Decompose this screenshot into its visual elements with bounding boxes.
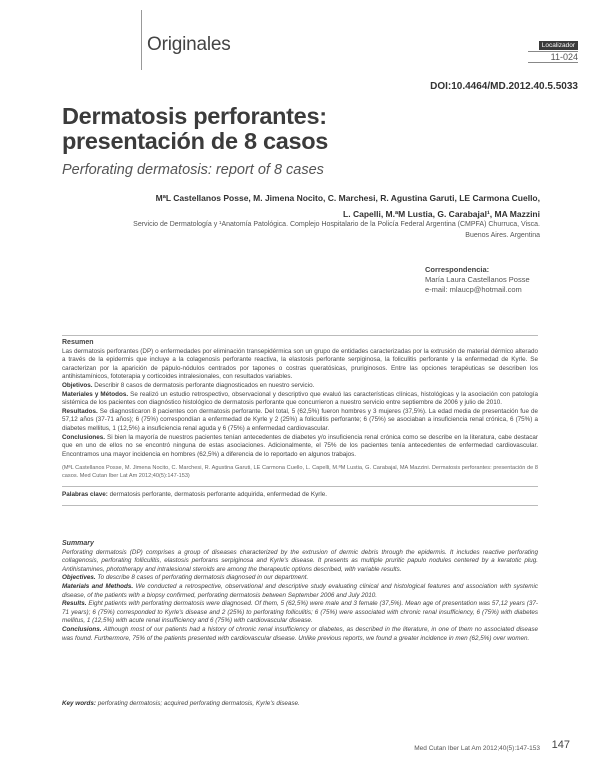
resumen-methods: Materiales y Métodos. Se realizó un estudio retrospectivo, observacional y descriptivo que evaluó las características clínicas, histológicas y la asociación con patología sistémica de los pacientes con diagnóstico histológico de dermatosis perforante que concurrieron a nuestro servicio entre septiembre de 2006 y julio de 2010. [62, 390, 538, 407]
correspondence [425, 265, 530, 295]
title-line-2: presentación de 8 casos [62, 128, 329, 154]
affiliation-line-2: Buenos Aires. Argentina [465, 232, 540, 239]
affiliation-line-1: Servicio de Dermatología y ¹Anatomía Patológica. Complejo Hospitalario de la Policía Federal Argentina (CMPFA) Churruca, Visca. [133, 221, 540, 228]
summary-objectives: Objectives. To describe 8 cases of perforating dermatosis diagnosed in our department. [62, 574, 309, 582]
resumen-keywords: Palabras clave: dermatosis perforante, dermatosis perforante adquirida, enfermedad de Kyrle. [62, 491, 327, 498]
summary-intro: Perforating dermatosis (DP) comprises a group of diseases characterized by the extrusion of dermic debris through the epidermis. It includes reactive perforating collagenosis, perforating folliculitis, elastosis perforans serpiginosa and Kyrle's disease. It presents as multiple pruritic papulo nodules centered by a keratotic plug. Antihistamines, phototherapy and intralesional steroids are among the therapeutic options described, with variable results. [62, 548, 538, 573]
divider-summary [62, 505, 538, 506]
correspondence-email[interactable]: e-mail: mlaucp@hotmail.com [425, 285, 522, 294]
summary-heading: Summary [62, 540, 94, 547]
page-number: 147 [551, 739, 570, 751]
doi: DOI:10.4464/MD.2012.40.5.5033 [430, 81, 578, 92]
author-list [100, 190, 540, 222]
correspondence-label: Correspondencia: [425, 265, 490, 274]
article-title [62, 104, 462, 154]
summary-conclusions: Conclusions. Although most of our patients had a history of chronic renal insufficiency or diabetes, as described in the literature, in one of them no associated disease was found. Furthermore, 75% of the patients presented with cardiovascular disease. Unlike previous reports, we found a greater incidence in men (62,5%) over women. [62, 625, 538, 642]
header-divider [141, 10, 142, 70]
summary-methods: Materials and Methods. We conducted a retrospective, observational and descriptive study evaluating clinical and histological features and association with systemic disease, of the patients with a biopsy confirmed, perforating dermatosis between September 2006 and July 2010. [62, 582, 538, 599]
divider-keywords [62, 486, 538, 487]
article-title-english: Perforating dermatosis: report of 8 cases [62, 162, 324, 178]
summary-keywords: Key words: perforating dermatosis; acquired perforating dermatosis, Kyrle's disease. [62, 700, 300, 707]
summary-results: Results. Eight patients with perforating dermatosis were diagnosed. Of them, 5 (62,5%) were male and 3 female (37,5%). Mean age of presentation was 57,12 years (37-71 years); 6 (75%) corresponded to Kyrle's disease and 2 (25%) to perforating folliculitis; 6 (75%) were associated with chronic renal insufficiency, 6 (75%) with diabetes mellitus, 1 (12,5%) with acute renal insufficiency and 6 (75%) with cardiovascular disease. [62, 600, 538, 625]
correspondence-name: María Laura Castellanos Posse [425, 275, 530, 284]
resumen-conclusions: Conclusiones. Si bien la mayoría de nuestros pacientes tenían antecedentes de diabetes y/o insuficiencia renal crónica como se describe en la literatura, cabe destacar que en uno de ellos no se encontró ninguna de estas asociaciones. Adicionalmente, el 75% de los pacientes tenía antecedentes de enfermedad cardiovascular. Encontramos una mayor incidencia en hombres (62,5%) a diferencia de lo reportado en algunos trabajos. [62, 433, 538, 458]
resumen-section [62, 339, 538, 480]
authors-line-1: MªL Castellanos Posse, M. Jimena Nocito, C. Marchesi, R. Agustina Garuti, LE Carmona Cuello, [155, 193, 540, 203]
resumen-citation: (MªL Castellanos Posse, M. Jimena Nocito, C. Marchesi, R. Agustina Garuti, LE Carmona Cuello, L. Capelli, M.ªM Lustia, G. Carabajal, MA Mazzini. Dermatosis perforantes: presentación de 8 casos. Med Cutan Iber Lat Am 2012;40(5):147-153) [62, 465, 538, 480]
locator-label: Localizador [539, 41, 578, 50]
section-label: Originales [147, 34, 231, 55]
authors-line-2: L. Capelli, M.ªM Lustia, G. Carabajal¹, MA Mazzini [343, 209, 540, 219]
resumen-objectives: Objetivos. Describir 8 casos de dermatosis perforante diagnosticados en nuestro servicio. [62, 381, 315, 389]
journal-reference: Med Cutan Iber Lat Am 2012;40(5):147-153 [414, 745, 540, 752]
divider-top [62, 335, 538, 336]
resumen-results: Resultados. Se diagnosticaron 8 pacientes con dermatosis perforante. Del total, 5 (62,5%) fueron hombres y 3 mujeres (37,5%). La edad media de presentación fue de 57,12 años (37-71 años); 6 (75%) correspondían a enfermedad de Kyrle y 2 (25%) a foliculitis perforante; 6 (75%) se asociaban a insuficiencia renal crónica, 6 (75%) a diabetes mellitus, 1 (12,5%) a insuficiencia renal aguda y 6 (75%) a enfermedad cardiovascular. [62, 407, 538, 432]
summary-section [62, 540, 538, 643]
resumen-heading: Resumen [62, 339, 94, 346]
resumen-intro: Las dermatosis perforantes (DP) o enfermedades por eliminación transepidérmica son un grupo de entidades caracterizadas por la extrusión de material dérmico alterado a través de la epidermis que incluye a la colagenosis perforante reactiva, la elastosis perforante serpiginosa, la foliculitis perforante y la enfermedad de Kyrle. Se caracterizan por la aparición de pápulo-nódulos centrados por tapones o costras queratósicas, pruriginosos. Entre las opciones terapéuticas se describen los antihistamínicos, fototerapia y corticoides intralesionales, con resultados variables. [62, 347, 538, 381]
locator-value: 11-024 [528, 51, 578, 63]
title-line-1: Dermatosis perforantes: [62, 103, 327, 129]
affiliation [100, 219, 540, 241]
